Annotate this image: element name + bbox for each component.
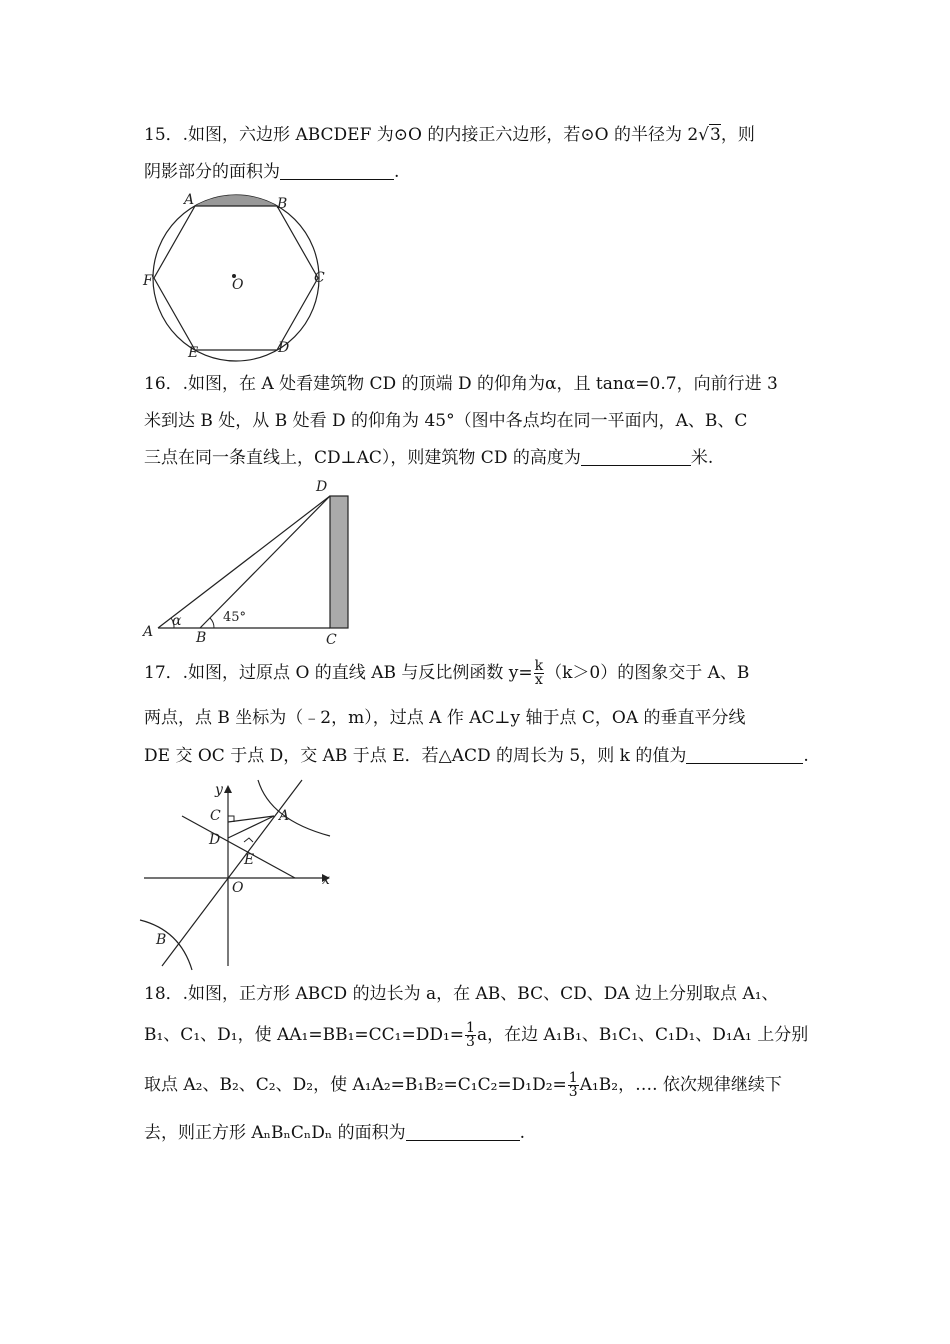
q16-line1 [144, 373, 778, 395]
q18-line4: 去，则正方形 AₙBₙCₙDₙ 的面积为 . [144, 1123, 526, 1143]
q16-text1: .如图，在 A 处看建筑物 CD 的顶端 D 的仰角为α，且 tanα=0.7，向前行进 3 [182, 374, 778, 394]
q16-text3: 三点在同一条直线上，CD⊥AC），则建筑物 CD 的高度为 [144, 448, 581, 468]
q18-text1: .如图，正方形 ABCD 的边长为 a，在 AB、BC、CD、DA 边上分别取点 A₁、 [182, 984, 779, 1004]
fraction-k-over-x: $\frac{k}{x}$ [534, 658, 544, 688]
q16-line3: 三点在同一条直线上，CD⊥AC），则建筑物 CD 的高度为 米. [144, 448, 714, 468]
q15-text1: .如图，六边形 ABCDEF 为⊙O 的内接正六边形，若⊙O 的半径为 2 [182, 125, 699, 145]
q18-text2a: B₁、C₁、D₁，使 AA₁=BB₁=CC₁=DD₁= [144, 1025, 465, 1045]
q18-text3a: 取点 A₂、B₂、C₂、D₂，使 A₁A₂=B₁B₂=C₁C₂=D₁D₂= [144, 1075, 567, 1095]
q17-text2: 两点，点 B 坐标为（﹣2，m），过点 A 作 AC⊥y 轴于点 C，OA 的垂直平分线 [144, 708, 746, 728]
label-A: A [143, 624, 154, 640]
q18-text2b: a，在边 A₁B₁、B₁C₁、C₁D₁、D₁A₁ 上分别 [476, 1025, 809, 1045]
q15-text1b: ，则 [720, 125, 755, 145]
label-B: B [196, 630, 207, 646]
label-A: A [184, 192, 195, 208]
shaded-segment [195, 195, 277, 206]
building-CD [330, 496, 348, 628]
q15-text2: 阴影部分的面积为 [144, 162, 280, 182]
label-D: D [316, 479, 328, 495]
q15-line1 [144, 124, 755, 146]
q17-text1a: .如图，过原点 O 的直线 AB 与反比例函数 y= [182, 663, 533, 683]
fraction-one-third-a: $\frac{1}{3}$ [466, 1020, 475, 1050]
label-alpha: α [172, 613, 182, 629]
q18-number: 18． [144, 984, 183, 1004]
q18-line3 [144, 1072, 782, 1099]
label-D: D [278, 340, 290, 356]
label-O: O [232, 880, 244, 896]
angle-arc-45 [210, 618, 214, 628]
q17-number: 17． [144, 663, 183, 683]
q15-hexagon-figure [140, 192, 340, 362]
q18-text4: 去，则正方形 AₙBₙCₙDₙ 的面积为 [144, 1123, 406, 1143]
q18-text3b: A₁B₂，…. 依次规律继续下 [579, 1075, 782, 1095]
label-C: C [210, 808, 221, 824]
q17-coordinate-figure [140, 780, 340, 970]
label-O: O [232, 277, 244, 293]
label-C: C [326, 632, 337, 648]
q16-answer-blank [581, 449, 691, 466]
q17-line1 [144, 660, 749, 687]
q18-line1 [144, 983, 779, 1005]
q15-line2: 阴影部分的面积为 . [144, 162, 400, 182]
q16-number: 16． [144, 374, 183, 394]
fraction-one-third-b: $\frac{1}{3}$ [568, 1070, 578, 1100]
right-angle-mark-E [244, 838, 253, 842]
label-y: y [215, 782, 223, 798]
q16-text2: 米到达 B 处，从 B 处看 D 的仰角为 45°（图中各点均在同一平面内，A、B、C [144, 411, 748, 431]
q17-line2 [144, 707, 746, 729]
label-x: x [322, 872, 330, 888]
label-B: B [156, 932, 167, 948]
perp-bisector-DE [182, 816, 295, 878]
q17-text1b: （k＞0）的图象交于 A、B [545, 663, 750, 683]
q16-line2 [144, 410, 747, 432]
q17-answer-blank [686, 747, 803, 764]
q15-number: 15． [144, 125, 183, 145]
label-B: B [277, 196, 288, 212]
sight-line-BD [200, 496, 330, 628]
q18-answer-blank [406, 1124, 520, 1141]
label-A: A [279, 808, 290, 824]
sqrt-symbol: √3 [698, 125, 721, 145]
q17-line3: DE 交 OC 于点 D，交 AB 于点 E．若△ACD 的周长为 5，则 k 的值为 . [144, 746, 809, 766]
label-D: D [209, 832, 221, 848]
y-axis-arrow [224, 785, 232, 793]
label-E: E [244, 852, 255, 868]
q16-building-figure [140, 478, 360, 648]
q15-answer-blank [280, 163, 394, 180]
sight-line-AD [158, 496, 330, 628]
label-E: E [188, 345, 199, 361]
q17-text3: DE 交 OC 于点 D，交 AB 于点 E．若△ACD 的周长为 5，则 k 的值为 [144, 746, 687, 766]
label-C: C [314, 270, 325, 286]
label-F: F [143, 273, 153, 289]
label-45: 45° [223, 610, 247, 625]
q18-line2 [144, 1022, 808, 1049]
hyperbola-branch-1 [258, 780, 330, 836]
